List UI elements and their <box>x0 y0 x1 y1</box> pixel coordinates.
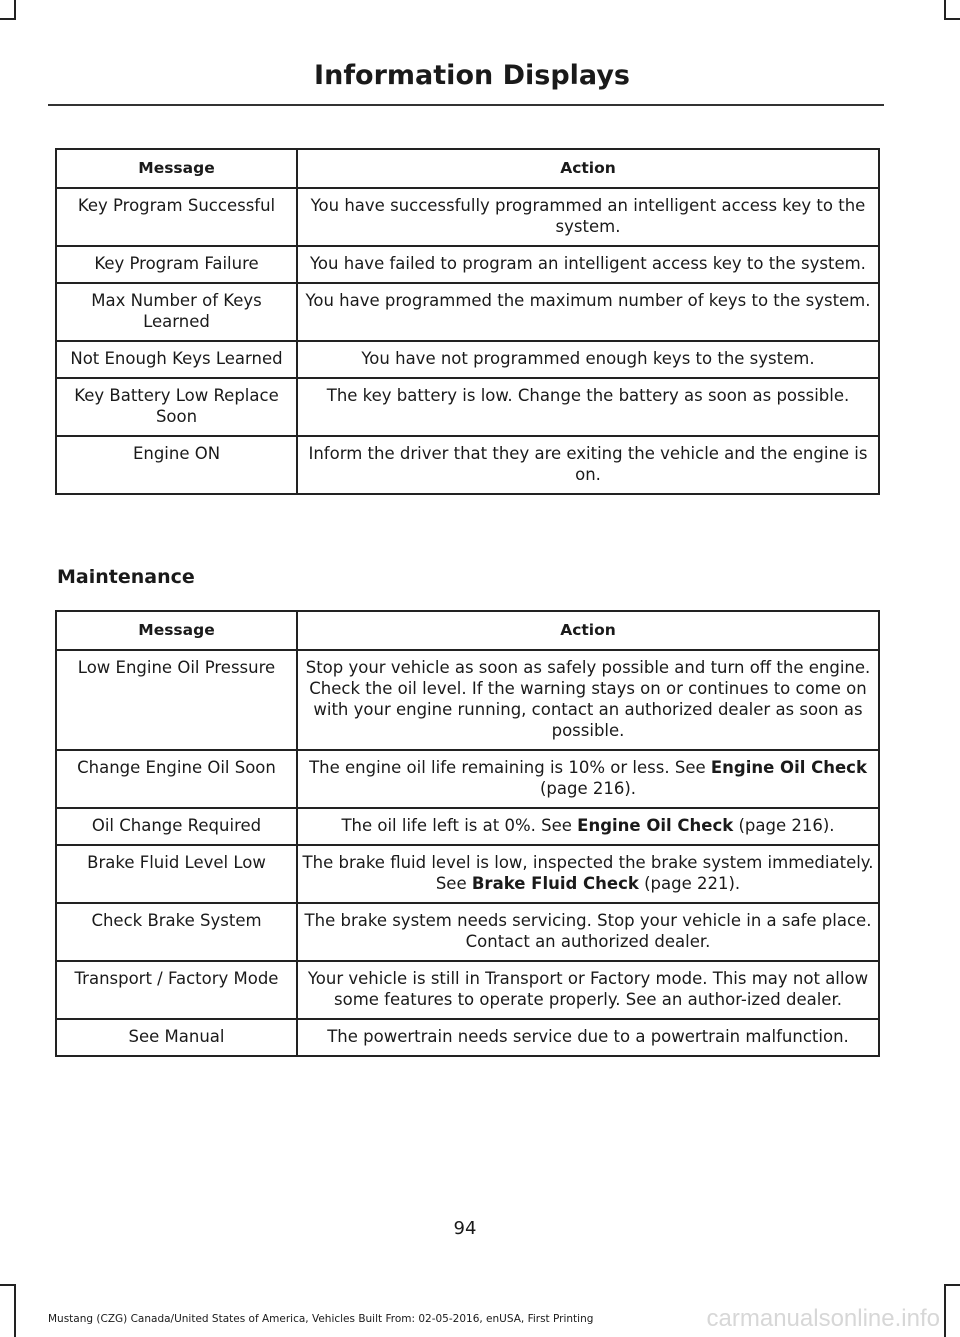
page-title: Information Displays <box>314 60 630 91</box>
page-reference-link[interactable]: Engine Oil Check <box>577 816 734 835</box>
message-cell: Key Program Successful <box>56 188 297 246</box>
action-text: (page 221). <box>638 874 741 893</box>
table-row <box>56 188 879 246</box>
message-cell: Transport / Factory Mode <box>56 961 297 1019</box>
table-row <box>56 341 879 378</box>
message-cell: Key Program Failure <box>56 246 297 283</box>
table-row <box>56 436 879 494</box>
page-number: 94 <box>453 1218 477 1239</box>
table-row <box>56 283 879 341</box>
page-reference-link[interactable]: Engine Oil Check <box>710 758 867 777</box>
action-text: (page 216). <box>733 816 835 835</box>
crop-mark-top-right-h <box>944 18 960 20</box>
watermark: carmanualsonline.info <box>706 1305 940 1332</box>
table-row <box>56 808 879 845</box>
message-cell: Change Engine Oil Soon <box>56 750 297 808</box>
crop-mark-top-left-h <box>0 18 16 20</box>
message-cell: Key Battery Low Replace Soon <box>56 378 297 436</box>
message-cell: Check Brake System <box>56 903 297 961</box>
action-cell: Your vehicle is still in Transport or Factory mode. This may not allow some features to operate properly. See an author-ized dealer. <box>297 961 879 1019</box>
action-text: (page 216). <box>539 779 637 798</box>
action-cell: You have programmed the maximum number of keys to the system. <box>297 283 879 341</box>
table-row <box>56 903 879 961</box>
column-header-message: Message <box>56 149 297 188</box>
crop-mark-top-left-v <box>14 0 16 20</box>
action-cell: Stop your vehicle as soon as safely possible and turn off the engine. Check the oil level. If the warning stays on or continues to come on with your engine running, contact an authorized dealer as soon as possible. <box>297 650 879 750</box>
messages-table <box>55 148 880 495</box>
page-reference-link[interactable]: Brake Fluid Check <box>471 874 639 893</box>
action-text: The oil life left is at 0%. See <box>341 816 578 835</box>
action-cell: The brake system needs servicing. Stop your vehicle in a safe place. Contact an authorized dealer. <box>297 903 879 961</box>
action-cell: You have failed to program an intelligent access key to the system. <box>297 246 879 283</box>
maintenance-table <box>55 610 880 1057</box>
table-row <box>56 961 879 1019</box>
table-header-row <box>56 611 879 650</box>
crop-mark-top-right-v <box>944 0 946 20</box>
table-row <box>56 378 879 436</box>
table-row <box>56 246 879 283</box>
message-cell: Max Number of Keys Learned <box>56 283 297 341</box>
crop-mark-bottom-left-v <box>14 1284 16 1337</box>
action-cell: You have not programmed enough keys to the system. <box>297 341 879 378</box>
action-cell <box>297 845 879 903</box>
action-cell <box>297 808 879 845</box>
section-heading-maintenance: Maintenance <box>57 566 195 588</box>
title-divider <box>48 104 884 106</box>
crop-mark-bottom-right-v <box>944 1284 946 1337</box>
crop-mark-bottom-right-h <box>944 1284 960 1286</box>
action-cell: You have successfully programmed an intelligent access key to the system. <box>297 188 879 246</box>
action-cell: The key battery is low. Change the battery as soon as possible. <box>297 378 879 436</box>
footer-edition-text: Mustang (CZG) Canada/United States of America, Vehicles Built From: 02-05-2016, enUSA, First Printing <box>48 1313 594 1325</box>
table-row <box>56 1019 879 1056</box>
column-header-action: Action <box>297 149 879 188</box>
table-row <box>56 845 879 903</box>
action-cell: Inform the driver that they are exiting the vehicle and the engine is on. <box>297 436 879 494</box>
action-text: The engine oil life remaining is 10% or less. See <box>309 758 711 777</box>
action-text: The brake fluid level is low, inspected the brake system immediately. See <box>302 853 874 893</box>
message-cell: Oil Change Required <box>56 808 297 845</box>
action-cell <box>297 750 879 808</box>
crop-mark-bottom-left-h <box>0 1284 16 1286</box>
table-row <box>56 750 879 808</box>
column-header-message: Message <box>56 611 297 650</box>
table-row <box>56 650 879 750</box>
table-header-row <box>56 149 879 188</box>
message-cell: Engine ON <box>56 436 297 494</box>
message-cell: Not Enough Keys Learned <box>56 341 297 378</box>
message-cell: Low Engine Oil Pressure <box>56 650 297 750</box>
column-header-action: Action <box>297 611 879 650</box>
message-cell: See Manual <box>56 1019 297 1056</box>
message-cell: Brake Fluid Level Low <box>56 845 297 903</box>
action-cell: The powertrain needs service due to a powertrain malfunction. <box>297 1019 879 1056</box>
